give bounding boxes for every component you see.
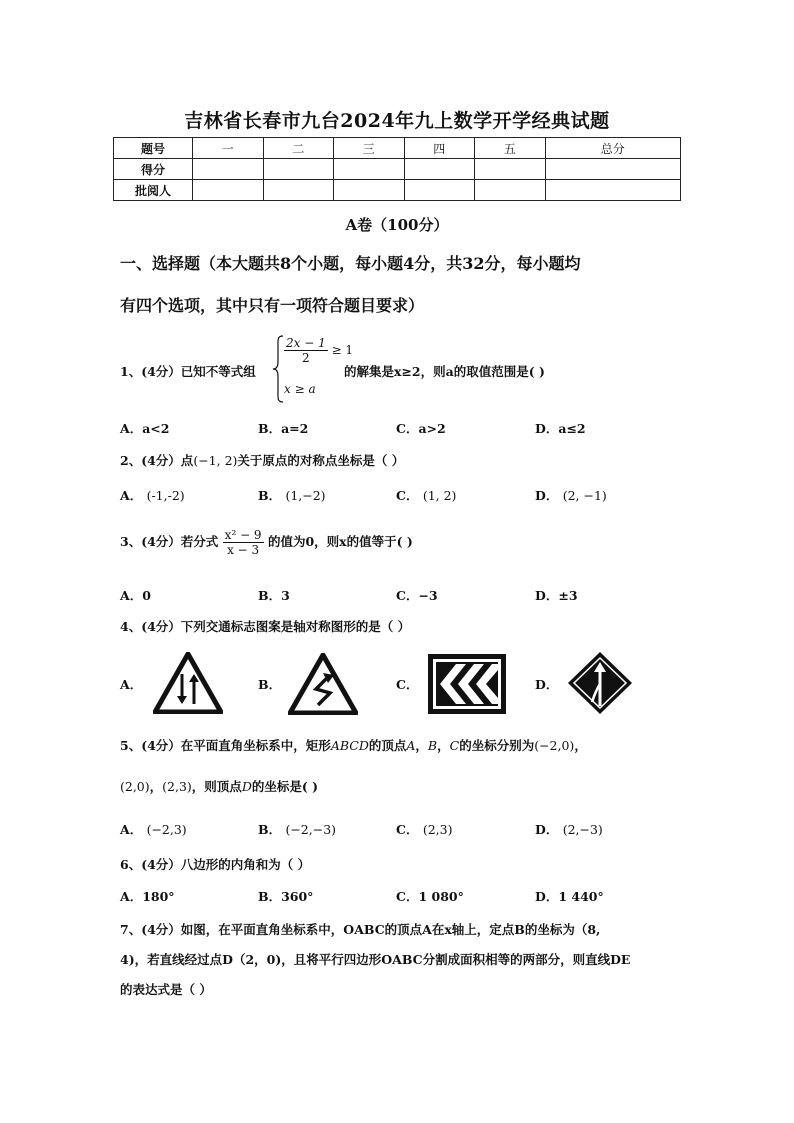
score-header-cell: 总分	[545, 138, 681, 159]
q4-text: 4、(4分）下列交通标志图案是轴对称图形的是（ ）	[120, 619, 411, 634]
score-header-cell: 三	[334, 138, 405, 159]
score-cell	[334, 180, 405, 201]
q3-option-b: B．3	[258, 588, 290, 603]
score-table-header-row	[114, 138, 681, 159]
q2-option-b	[258, 486, 326, 504]
q3-suffix: 的值为0，则x的值等于( )	[267, 534, 413, 549]
q5-point-a: A	[406, 738, 416, 753]
q5-coord-3: (2,3)	[162, 779, 192, 794]
winding-road-sign-icon	[288, 653, 358, 715]
part1-heading-line2: 有四个选项，其中只有一项符合题目要求）	[120, 296, 425, 315]
q5-option-b	[258, 820, 336, 838]
score-header-cell: 五	[475, 138, 546, 159]
q5-rect: ABCD	[330, 738, 369, 753]
section-a-title: A卷（100分）	[345, 216, 449, 234]
q1-inequality-system	[272, 334, 352, 404]
q2-option-c-value: (1, 2)	[422, 488, 457, 503]
q5-option-a-value: (−2,3)	[146, 822, 187, 837]
q5-line1-prefix: 5、(4分）在平面直角坐标系中，矩形	[120, 738, 331, 753]
q2-option-d-label: D．	[535, 488, 559, 503]
score-cell	[545, 159, 681, 180]
score-row-label: 得分	[114, 159, 193, 180]
q2-option-a-label: A．	[120, 488, 143, 503]
q5-option-c	[396, 820, 452, 838]
q3-denominator: x − 3	[227, 543, 260, 557]
q6-option-d: D．1 440°	[535, 889, 604, 904]
q4-option-d-label: D．	[535, 677, 559, 692]
q5-line2-suffix: 的坐标是( )	[251, 779, 319, 794]
score-cell	[475, 180, 546, 201]
score-header-cell: 四	[404, 138, 475, 159]
q1-ineq1	[284, 336, 353, 365]
q5-point-d: D	[241, 779, 252, 794]
q6-option-c: C．1 080°	[396, 889, 464, 904]
q1-ineq1-fraction	[284, 336, 328, 365]
q2-point: (−1, 2)	[193, 453, 238, 468]
q5-line1-mid: 的顶点	[368, 738, 407, 753]
q1-ineq1-relation: ≥ 1	[331, 343, 354, 357]
q5-option-c-value: (2,3)	[422, 822, 453, 837]
q2-option-b-label: B．	[258, 488, 282, 503]
q2-option-a-value: (-1,-2)	[146, 488, 185, 503]
q6-option-a: A．180°	[120, 889, 175, 904]
q7-line1: 7、(4分）如图，在平面直角坐标系中，OABC的顶点A在x轴上，定点B的坐标为（8,	[120, 922, 601, 937]
q5-option-c-label: C．	[396, 822, 419, 837]
q2-suffix: 关于原点的对称点坐标是（ ）	[237, 453, 405, 468]
q3-prefix: 3、(4分）若分式	[120, 534, 219, 549]
score-header-cell: 一	[193, 138, 264, 159]
q2-option-c-label: C．	[396, 488, 419, 503]
q5-option-b-value: (−2,−3)	[285, 822, 337, 837]
q3-line	[120, 528, 413, 557]
q5-option-a	[120, 820, 187, 838]
score-row-label: 批阅人	[114, 180, 193, 201]
q5-coord-2: (2,0)	[120, 779, 150, 794]
q5-line1-mid2: 的坐标分别为	[459, 738, 535, 753]
q6-text: 6、(4分）八边形的内角和为（ ）	[120, 857, 311, 872]
score-header-cell: 二	[263, 138, 334, 159]
q5-coord-1: (−2,0)	[534, 738, 575, 753]
exam-title: 吉林省长春市九台2024年九上数学开学经典试题	[184, 110, 610, 132]
score-table-row	[114, 159, 681, 180]
q2-option-a	[120, 486, 185, 504]
q5-option-b-label: B．	[258, 822, 282, 837]
q2-option-c	[396, 486, 456, 504]
q1-option-c: C．a>2	[396, 421, 446, 436]
q7-line2: 4)，若直线经过点D（2，0)，且将平行四边形OABC分割成面积相等的两部分，则直线DE	[120, 952, 631, 967]
q5-option-d	[535, 820, 603, 838]
q3-numerator: x² − 9	[224, 528, 262, 542]
score-header-cell: 题号	[114, 138, 193, 159]
score-cell	[193, 159, 264, 180]
q2-option-d-value: (2, −1)	[562, 488, 607, 503]
q4-option-c-label: C．	[396, 677, 419, 692]
q2-option-d	[535, 486, 607, 504]
q4-option-b-label: B．	[258, 677, 282, 692]
q2-option-b-value: (1,−2)	[285, 488, 326, 503]
q2-line	[120, 451, 404, 469]
q5-option-a-label: A．	[120, 822, 143, 837]
score-cell	[404, 159, 475, 180]
q6-option-b: B．360°	[258, 889, 314, 904]
q1-suffix: 的解集是x≥2，则a的取值范围是( )	[344, 364, 545, 379]
q5-line2: (2,0)，(2,3)，则顶点D的坐标是( )	[120, 779, 319, 794]
part1-heading-line1: 一、选择题（本大题共8个小题，每小题4分，共32分，每小题均	[120, 254, 581, 273]
q3-fraction	[223, 528, 264, 557]
q1-prefix: 1、(4分）已知不等式组	[120, 364, 256, 379]
score-cell	[334, 159, 405, 180]
q5-line1: 5、(4分）在平面直角坐标系中，矩形ABCD的顶点A，B，C的坐标分别为(−2,0)，	[120, 738, 587, 753]
q4-option-a-label: A．	[120, 677, 143, 692]
q3-option-c: C．−3	[396, 588, 438, 603]
q5-point-b: B	[427, 738, 438, 753]
q3-option-a: A．0	[120, 588, 151, 603]
q1-ineq2: x ≥ a	[284, 382, 316, 396]
score-cell	[545, 180, 681, 201]
q1-option-a: A．a<2	[120, 421, 170, 436]
score-cell	[263, 159, 334, 180]
q1-ineq1-denominator: 2	[302, 351, 310, 365]
q3-option-d: D．±3	[535, 588, 578, 603]
chevron-sign-icon	[428, 654, 506, 714]
score-table-row	[114, 180, 681, 201]
score-cell	[475, 159, 546, 180]
q1-ineq1-numerator: 2x − 1	[286, 336, 326, 350]
q1-option-b: B．a=2	[258, 421, 309, 436]
score-table	[113, 137, 681, 201]
score-cell	[193, 180, 264, 201]
q5-option-d-label: D．	[535, 822, 559, 837]
merge-diamond-sign-icon	[566, 650, 634, 716]
q7-line3: 的表达式是（ ）	[120, 982, 212, 997]
q5-line2-mid: ，则顶点	[191, 779, 242, 794]
q5-option-d-value: (2,−3)	[562, 822, 603, 837]
two-way-traffic-sign-icon	[153, 652, 223, 714]
q2-prefix: 2、(4分）点	[120, 453, 194, 468]
score-cell	[404, 180, 475, 201]
score-cell	[263, 180, 334, 201]
q1-option-d: D．a≤2	[535, 421, 586, 436]
q5-point-c: C	[449, 738, 460, 753]
